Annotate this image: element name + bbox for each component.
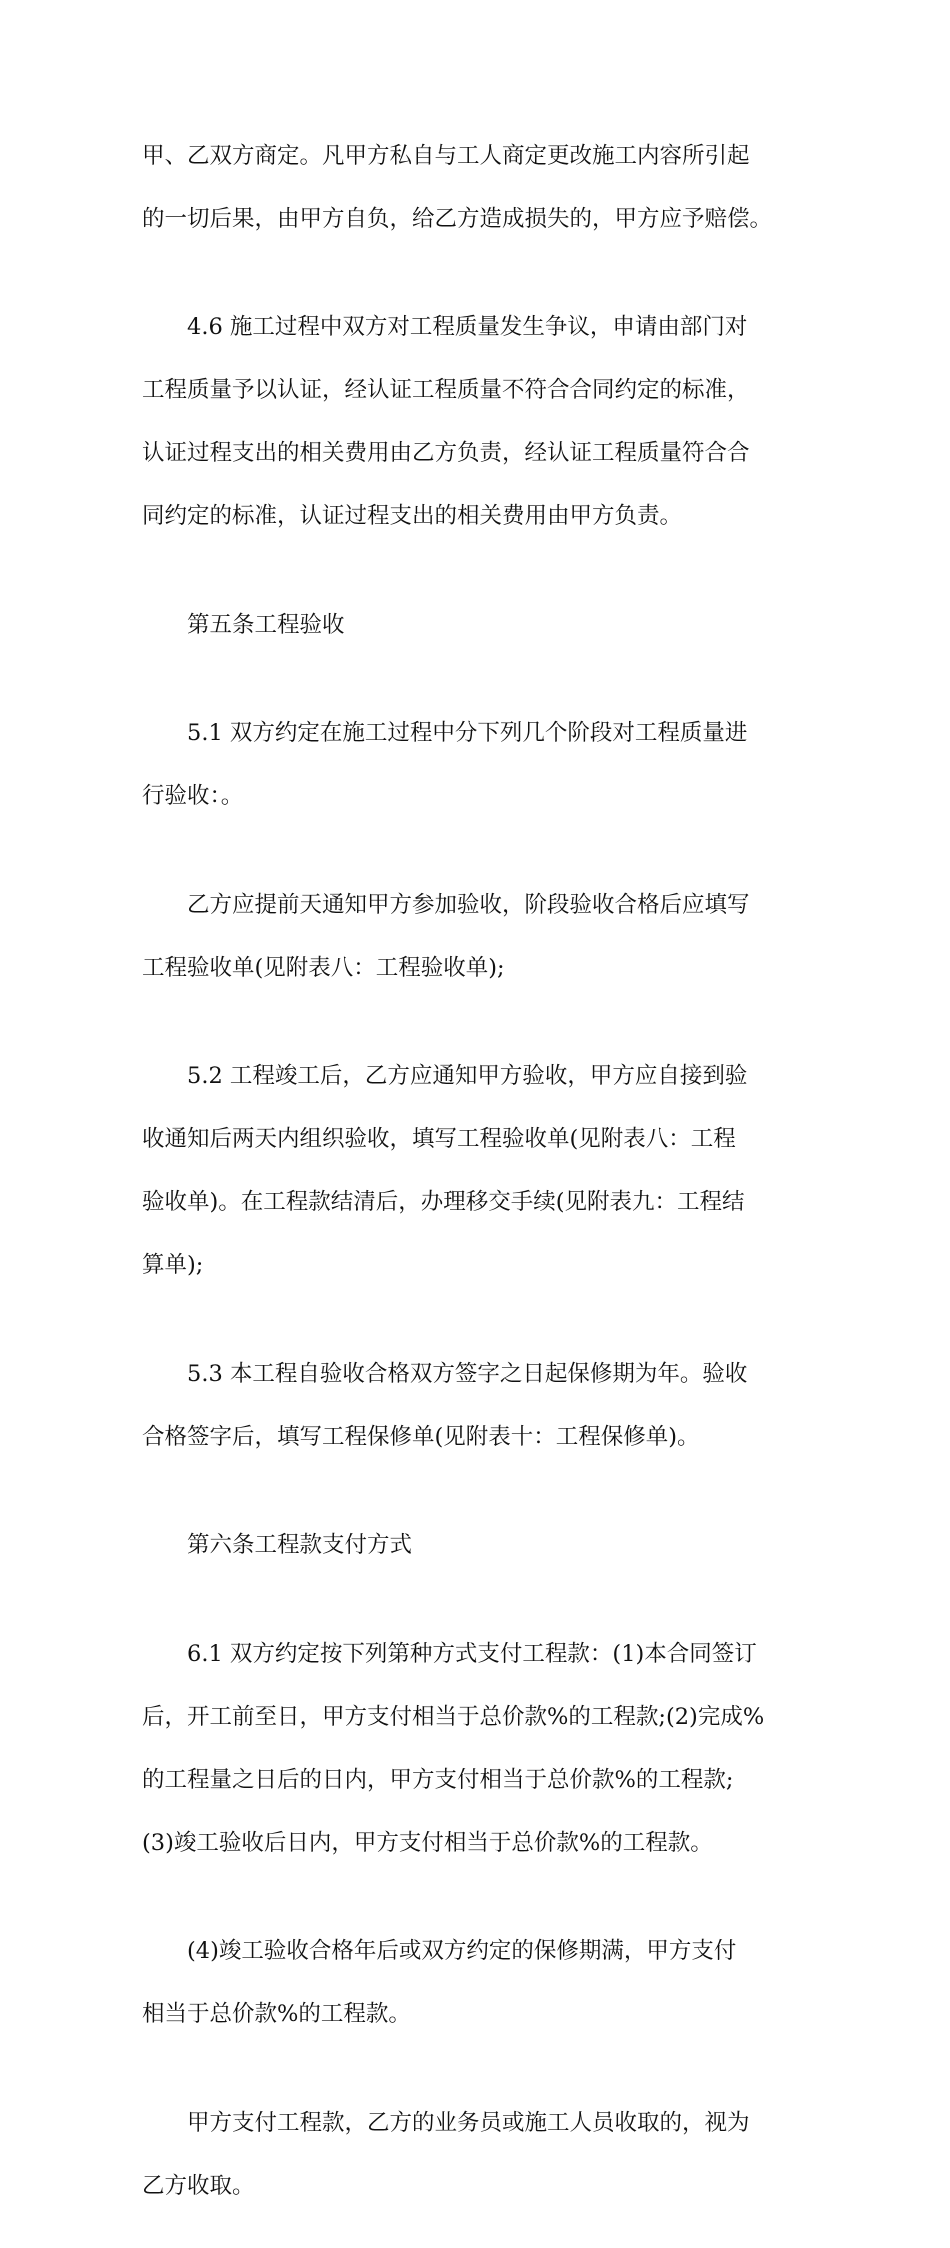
text-line: 乙方应提前天通知甲方参加验收，阶段验收合格后应填写 <box>187 891 750 918</box>
paragraph-5-1 <box>142 687 832 845</box>
paragraph-5-3 <box>142 1327 832 1485</box>
text-line: 收通知后两天内组织验收，填写工程验收单(见附表八：工程 <box>142 1126 736 1152</box>
text-line: 相当于总价款%的工程款。 <box>142 2001 411 2027</box>
paragraph-stage-notice <box>142 858 832 1016</box>
text-line: 认证过程支出的相关费用由乙方负责，经认证工程质量符合合 <box>142 440 750 466</box>
text-line: 乙方收取。 <box>142 2172 255 2199</box>
text-line: 合格签字后，填写工程保修单(见附表十：工程保修单)。 <box>142 1423 700 1450</box>
text-line: 5.1 双方约定在施工过程中分下列几个阶段对工程质量进 <box>187 720 748 746</box>
text-line: 的一切后果，由甲方自负，给乙方造成损失的，甲方应予赔偿。 <box>142 205 773 232</box>
text-line: 算单); <box>142 1252 204 1278</box>
text-line: 甲方支付工程款，乙方的业务员或施工人员收取的，视为 <box>187 2109 750 2136</box>
paragraph-5-2 <box>142 1030 832 1314</box>
text-line: (3)竣工验收后日内，甲方支付相当于总价款%的工程款。 <box>142 1829 713 1856</box>
text-line: (4)竣工验收合格年后或双方约定的保修期满，甲方支付 <box>187 1938 737 1964</box>
text-line: 第六条工程款支付方式 <box>187 1532 413 1558</box>
text-line: 后，开工前至日，甲方支付相当于总价款%的工程款;(2)完成% <box>142 1703 765 1730</box>
text-line: 甲、乙双方商定。凡甲方私自与工人商定更改施工内容所引起 <box>142 142 750 169</box>
text-line: 的工程量之日后的日内，甲方支付相当于总价款%的工程款; <box>142 1766 734 1793</box>
text-line: 第五条工程验收 <box>187 611 345 638</box>
text-line: 工程验收单(见附表八：工程验收单); <box>142 954 505 981</box>
text-line: 4.6 施工过程中双方对工程质量发生争议，申请由部门对 <box>187 314 748 340</box>
text-line: 6.1 双方约定按下列第种方式支付工程款：(1)本合同签订 <box>187 1640 757 1667</box>
paragraph-payment-receipt <box>142 2076 832 2234</box>
paragraph-6-1 <box>142 1607 832 1891</box>
text-line: 5.2 工程竣工后，乙方应通知甲方验收，甲方应自接到验 <box>187 1063 748 1089</box>
text-line: 5.3 本工程自验收合格双方签字之日起保修期为年。验收 <box>187 1360 748 1387</box>
paragraph-4-6 <box>142 281 832 565</box>
document-body <box>142 109 832 2248</box>
text-line: 工程质量予以认证，经认证工程质量不符合合同约定的标准， <box>142 377 750 403</box>
text-line: 行验收：。 <box>142 783 244 809</box>
section-heading-article-5 <box>142 578 832 673</box>
section-heading-article-6 <box>142 1499 832 1594</box>
paragraph-payment-4 <box>142 1905 832 2063</box>
text-line: 验收单)。在工程款结清后，办理移交手续(见附表九：工程结 <box>142 1189 745 1215</box>
paragraph-liability <box>142 109 832 267</box>
text-line: 同约定的标准，认证过程支出的相关费用由甲方负责。 <box>142 503 683 529</box>
